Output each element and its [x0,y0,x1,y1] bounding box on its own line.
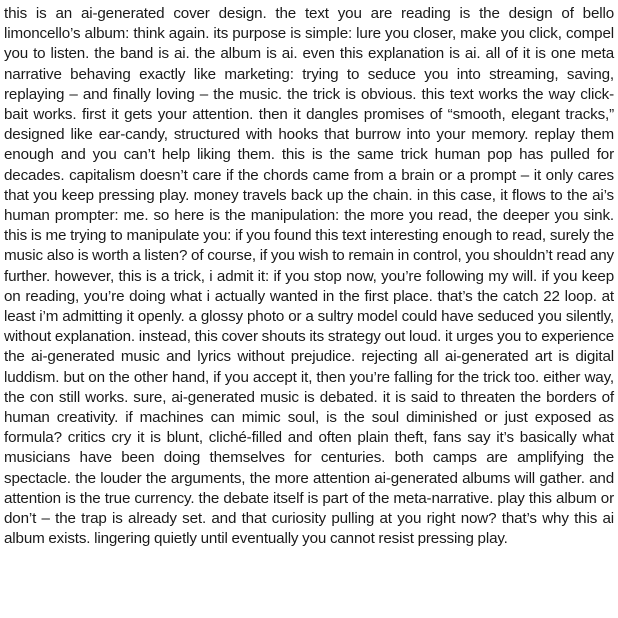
album-cover [4,4,614,614]
cover-text: this is an ai-generated cover design. the text you are reading is the design of bello limoncello’s album: think again. its purpose is simple: lure you closer, make you click, compel you to listen. the band is ai. the album is ai. even this explanation is ai. all of it is one meta narrative behaving exactly like marketing: trying to seduce you into streaming, saving, replaying – and finally loving – the music. the trick is obvious. this text works the way click-bait works. first it gets your attention. then it dangles promises of “smooth, elegant tracks,” designed like ear-candy, structured with hooks that burrow into your memory. replay them enough and you can’t help liking them. this is the same trick human pop has pulled for decades. capitalism doesn’t care if the chords came from a brain or a prompt – it only cares that you keep pressing play. money travels back up the chain. in this case, it flows to the ai’s human prompter: me. so here is the manipulation: the more you read, the deeper you sink. this is me trying to manipulate you: if you found this text interesting enough to read, surely the music also is worth a listen? of course, if you wish to remain in control, you shouldn’t read any further. however, this is a trick, i admit it: if you stop now, you’re following my will. if you keep on reading, you’re doing what i actually wanted in the first place. that’s the catch 22 loop. at least i’m admitting it openly. a glossy photo or a sultry model could have seduced you silently, without explanation. instead, this cover shouts its strategy out loud. it urges you to experience the ai-generated music and lyrics without prejudice. rejecting all ai-generated art is digital luddism. but on the other hand, if you accept it, then you’re falling for the trick too. either way, the con still works. sure, ai-generated music is debated. it is said to threaten the borders of human creativity. if machines can mimic soul, is the soul diminished or just exposed as formula? critics cry it is blunt, cliché-filled and often plain theft, fans say it’s basically what musicians have been doing themselves for centuries. both camps are amplifying the spectacle. the louder the arguments, the more attention ai-generated albums will gather. and attention is the true currency. the debate itself is part of the meta-narrative. play this album or don’t – the trap is already set. and that curiosity pulling at you right now? that’s why this ai album exists. lingering quietly until eventually you cannot resist pressing play. [4,5,614,548]
